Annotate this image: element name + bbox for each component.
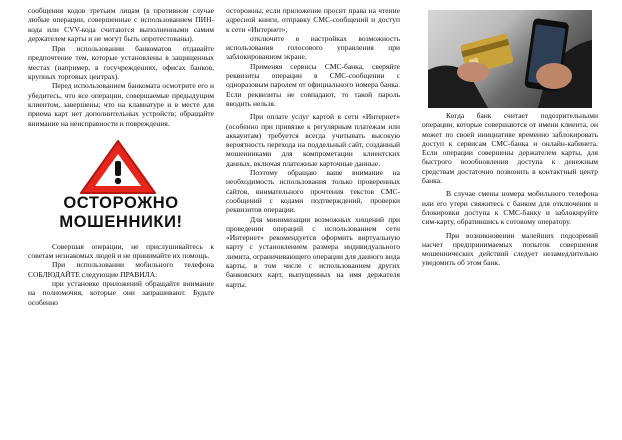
warning-caption-careful: ОСТОРОЖНО: [63, 193, 179, 212]
paragraph-atm-inspection: Перед использованием банкомата осмотрите его и убедитесь, что все операции, совершаемые предыдущим клиентом, завершены; что на клавиатуре и в месте для приема карт нет дополнительных устройств; обращайте внимание на неисправности и повреждения.: [28, 81, 214, 128]
paragraph-virtual-card: Для минимизации возможных хищений при проведении операций с использованием сети «Интернет» рекомендуется оформить виртуальную карту с установлением размера индивидуального лимита, ограничивающего операции для данного вида карты, в том числе с использованием других банковских карт, выпущенных на имя держателя карты.: [226, 214, 400, 289]
warning-triangle-icon: [78, 138, 158, 196]
column-middle: [226, 0, 400, 440]
paragraph-atm-locations: При использовании банкоматов отдавайте предпочтение тем, которые установлены в защищенных местах (например, в госучреждениях, офисах банков, крупных торговых центрах).: [28, 44, 214, 82]
warning-graphic: [28, 128, 214, 238]
paragraph-pin-codes: сообщения кодов третьим лицам (в противном случае любые операции, совершенные с использованием ПИН-кода или CVV-кода считаются выполненными самим держателем карты и не могут быть опротестованы).: [28, 6, 214, 43]
paragraph-app-permissions: при установке приложений обращайте внимание на полномочия, которые они запрашивают. Будьте особенно: [28, 279, 214, 307]
hands-card-phone-illustration: [428, 10, 592, 108]
paragraph-notify-bank: При возникновении малейших подозрений насчет предпринимаемых попыток совершения мошеннических действий следует незамедлительно уведомить об этом банк.: [422, 230, 598, 268]
paragraph-online-payments: При оплате услуг картой в сети «Интернет» (особенно при привязке к регулярным платежам или аккаунтам) требуется всегда учитывать высокую вероятность перехода на поддельный сайт, созданный мошенниками для компрометации клиентских данных, включая платежные карточные данные.: [226, 112, 400, 168]
paragraph-sms-bank: Применяя сервисы СМС-банка, сверяйте реквизиты операции в СМС-сообщении с одноразовым паролем от официального номера банка. Если реквизиты не совпадают, то такой пароль вводить нельзя.: [226, 61, 400, 108]
paragraph-strangers: Совершая операции, не прислушивайтесь к советам незнакомых людей и не принимайте их помощь.: [28, 241, 214, 261]
column-right: [422, 0, 598, 440]
paragraph-suspicious-operations: Когда банк считает подозрительными операции, которые совершаются от имени клиента, он может по своей инициативе временно заблокировать доступ к сервисам СМС-банка и онлайн-кабинета. Если операции совершены держателем карты, для быстрого возобновления доступа к денежным средствам достаточно позвонить в контактный центр банка.: [422, 111, 598, 186]
paragraph-phone-loss: В случае смены номера мобильного телефона или его утери свяжитесь с банком для отключения и блокировки доступа к СМС-банку и заблокируйте сим-карту, обратившись к сотовому оператору.: [422, 189, 598, 227]
warning-caption-scammers: МОШЕННИКИ!: [59, 212, 183, 231]
paragraph-verified-sites: Поэтому обращаю ваше внимание на необходимость использования только проверенных сайтов, внимательного прочтения текстов СМС-сообщений с кодами подтверждений, проверки реквизитов операции.: [226, 168, 400, 215]
card-and-phone-photo: [428, 10, 592, 108]
paragraph-app-caution: осторожны, если приложение просит права на чтение адресной книги, отправку СМС-сообщений и доступ к сети «Интернет»;: [226, 6, 400, 34]
column-left: [28, 0, 214, 440]
paragraph-voice-control: отключите в настройках возможность использования голосового управления при заблокированном экране.: [226, 33, 400, 62]
paragraph-phone-rules: При использовании мобильного телефона СОБЛЮДАЙТЕ следующие ПРАВИЛА:: [28, 260, 214, 279]
